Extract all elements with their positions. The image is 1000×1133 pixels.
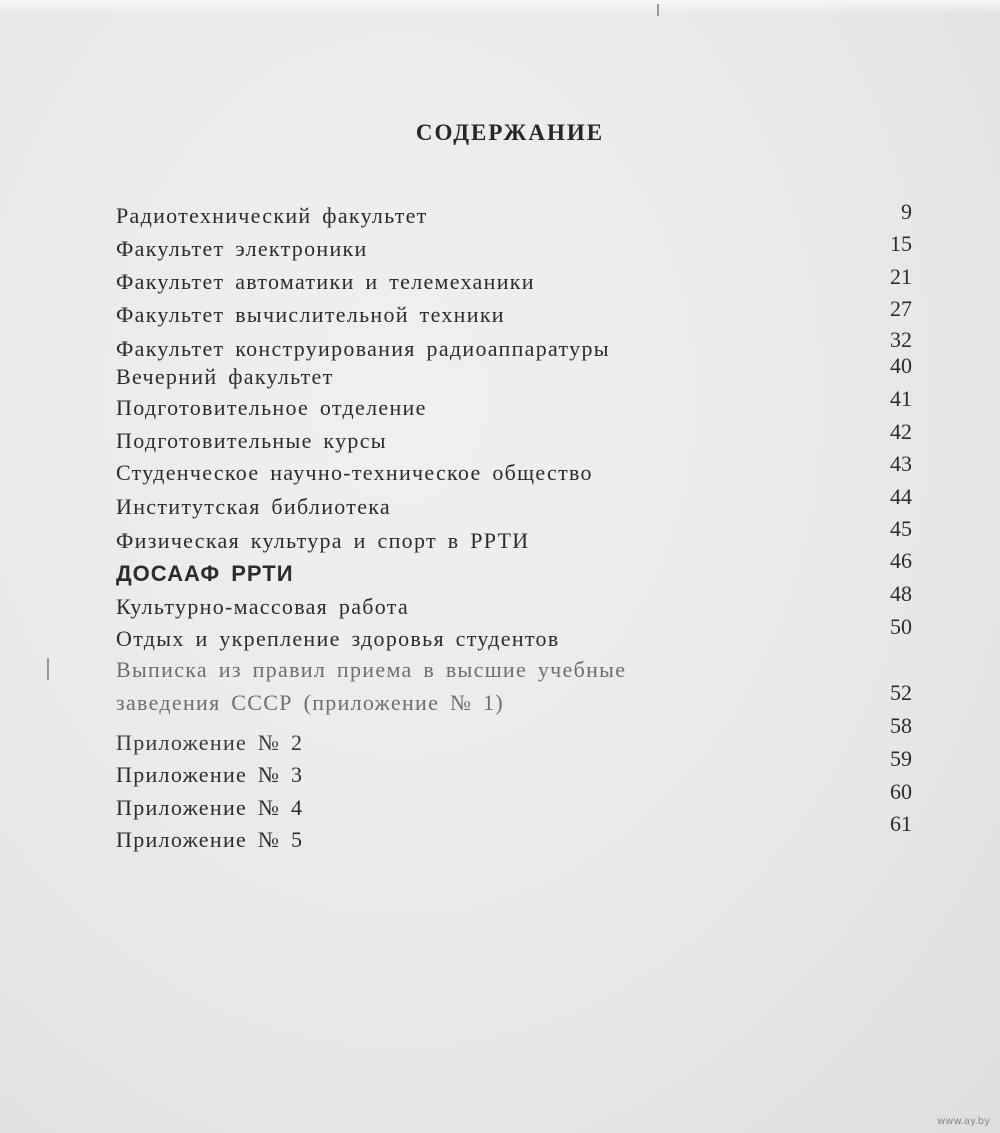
toc-entry-text: Отдых и укрепление здоровья студентов [116, 626, 560, 651]
toc-entry-page: 52 [890, 680, 912, 705]
toc-entry-page: 45 [890, 516, 912, 541]
toc-entry-text: Приложение № 5 [116, 827, 304, 852]
toc-entry-text: Выписка из правил приема в высшие учебные [116, 657, 627, 682]
scan-edge [0, 0, 1000, 14]
toc-entry-text: Факультет конструирования радиоаппаратуры [116, 336, 610, 361]
toc-entry-page: 32 [890, 327, 912, 352]
toc-entry-text: Культурно-массовая работа [116, 594, 410, 619]
toc-entry-page: 21 [890, 264, 912, 289]
toc-entry-page: 27 [890, 296, 912, 321]
watermark: www.ay.by [937, 1116, 990, 1127]
toc-entry-text: Факультет вычислительной техники [116, 302, 505, 327]
toc-entry-text: Факультет автоматики и телемеханики [116, 269, 535, 294]
toc-entry-text: Институтская библиотека [116, 494, 391, 519]
toc-entry-text: Подготовительные курсы [116, 428, 387, 453]
toc-entry-text: Приложение № 3 [116, 762, 304, 787]
toc-entry-text: Приложение № 4 [116, 795, 304, 820]
toc-entry-text: Вечерний факультет [116, 364, 334, 389]
toc-entry-page: 61 [890, 811, 912, 836]
toc-entry-page: 15 [890, 231, 912, 256]
toc-entry-page: 41 [890, 386, 912, 411]
toc-entry-page: 58 [890, 713, 912, 738]
toc-entry-text: Студенческое научно-техническое общество [116, 460, 593, 485]
toc-entry-text: Приложение № 2 [116, 730, 304, 755]
toc-entry-text: ДОСААФ РРТИ [116, 561, 294, 586]
toc-entry-page: 46 [890, 548, 912, 573]
toc-entry-text: Подготовительное отделение [116, 395, 427, 420]
toc-entry-page: 9 [901, 199, 912, 224]
toc-entry-page: 44 [890, 484, 912, 509]
toc-entry-page: 40 [890, 353, 912, 378]
toc-entry-page: 60 [890, 779, 912, 804]
toc-entry-page: 59 [890, 746, 912, 771]
toc-entry-text: заведения СССР (приложение № 1) [116, 690, 504, 715]
page-title: СОДЕРЖАНИЕ [415, 120, 605, 145]
toc-entry-text: Физическая культура и спорт в РРТИ [116, 528, 530, 553]
toc-entry-page: 48 [890, 581, 912, 606]
toc-entry-page: 50 [890, 614, 912, 639]
scan-mark-left [47, 658, 49, 680]
toc-entry-page: 43 [890, 451, 912, 476]
scan-mark-top [657, 4, 659, 16]
toc-entry-page: 42 [890, 419, 912, 444]
toc-entry-text: Радиотехнический факультет [116, 203, 428, 228]
toc-entry-text: Факультет электроники [116, 236, 368, 261]
